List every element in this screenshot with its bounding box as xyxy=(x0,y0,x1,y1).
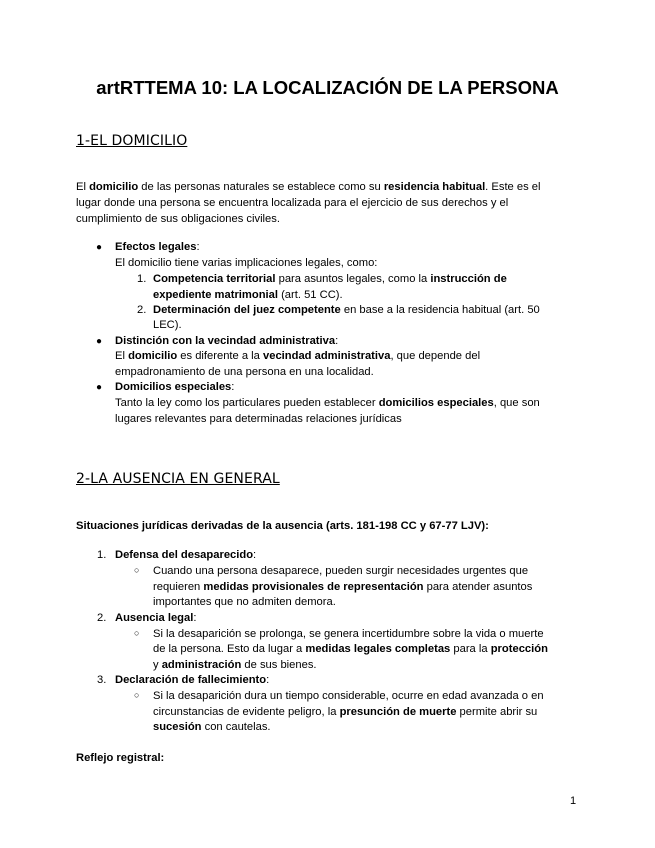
list-item-text: LEC). xyxy=(153,319,182,331)
section-heading-domicilio: 1-EL DOMICILIO xyxy=(76,133,188,149)
bullet-title: Distinción con la vecindad administrativa: xyxy=(115,335,339,347)
paragraph-line: cumplimiento de sus obligaciones civiles. xyxy=(76,213,280,225)
list-item-text: Cuando una persona desaparece, pueden surgir necesidades urgentes que xyxy=(153,565,529,577)
circle-bullet-icon: ○ xyxy=(134,628,140,638)
circle-bullet-icon: ○ xyxy=(134,690,140,700)
list-item-title: Ausencia legal: xyxy=(115,612,197,624)
list-item-title: Defensa del desaparecido: xyxy=(115,549,257,561)
bullet-text: El domicilio tiene varias implicaciones legales, como: xyxy=(115,257,378,269)
list-item-text: de la persona. Esto da lugar a medidas legales completas para la protección xyxy=(153,643,548,655)
list-number: 1. xyxy=(137,273,147,285)
list-item-text: Competencia territorial para asuntos legales, como la instrucción de xyxy=(153,273,507,285)
bullet-title: Domicilios especiales: xyxy=(115,381,235,393)
list-item-text: y administración de sus bienes. xyxy=(153,659,317,671)
list-number: 3. xyxy=(97,674,107,686)
section-heading-ausencia: 2-LA AUSENCIA EN GENERAL xyxy=(76,471,280,487)
page-title: artRTTEMA 10: LA LOCALIZACIÓN DE LA PERSONA xyxy=(96,77,559,98)
list-item-text: sucesión con cautelas. xyxy=(153,721,271,733)
subheading: Situaciones jurídicas derivadas de la ausencia (arts. 181-198 CC y 67-77 LJV): xyxy=(76,520,489,532)
list-item-text: requieren medidas provisionales de representación para atender asuntos xyxy=(153,581,533,593)
bullet-icon: ● xyxy=(96,242,103,253)
bullet-text: El domicilio es diferente a la vecindad administrativa, que depende del xyxy=(115,350,481,362)
bullet-icon: ● xyxy=(96,382,103,393)
bullet-text: Tanto la ley como los particulares pueden establecer domicilios especiales, que son xyxy=(115,397,540,409)
list-item-text: Determinación del juez competente en base a la residencia habitual (art. 50 xyxy=(153,304,540,316)
page-number: 1 xyxy=(570,795,577,807)
paragraph-line: El domicilio de las personas naturales se establece como su residencia habitual. Este es el xyxy=(76,181,541,193)
bullet-text: lugares relevantes para determinadas relaciones jurídicas xyxy=(115,413,402,425)
bullet-icon: ● xyxy=(96,336,103,347)
bullet-title: Efectos legales: xyxy=(115,241,200,253)
list-number: 1. xyxy=(97,549,107,561)
circle-bullet-icon: ○ xyxy=(134,565,140,575)
paragraph-line: lugar donde una persona se encuentra localizada para el ejercicio de sus derechos y el xyxy=(76,197,509,209)
list-item-text: importantes que no admiten demora. xyxy=(153,596,336,608)
list-item-text: Si la desaparición se prolonga, se genera incertidumbre sobre la vida o muerte xyxy=(153,628,544,640)
reflejo-registral-heading: Reflejo registral: xyxy=(76,752,165,764)
list-item-text: expediente matrimonial (art. 51 CC). xyxy=(153,289,343,301)
list-item-text: Si la desaparición dura un tiempo considerable, ocurre en edad avanzada o en xyxy=(153,690,544,702)
list-number: 2. xyxy=(97,612,107,624)
list-item-title: Declaración de fallecimiento: xyxy=(115,674,270,686)
list-number: 2. xyxy=(137,304,147,316)
list-item-text: circunstancias de evidente peligro, la presunción de muerte permite abrir su xyxy=(153,706,538,718)
bullet-text: empadronamiento de una persona en una localidad. xyxy=(115,366,374,378)
